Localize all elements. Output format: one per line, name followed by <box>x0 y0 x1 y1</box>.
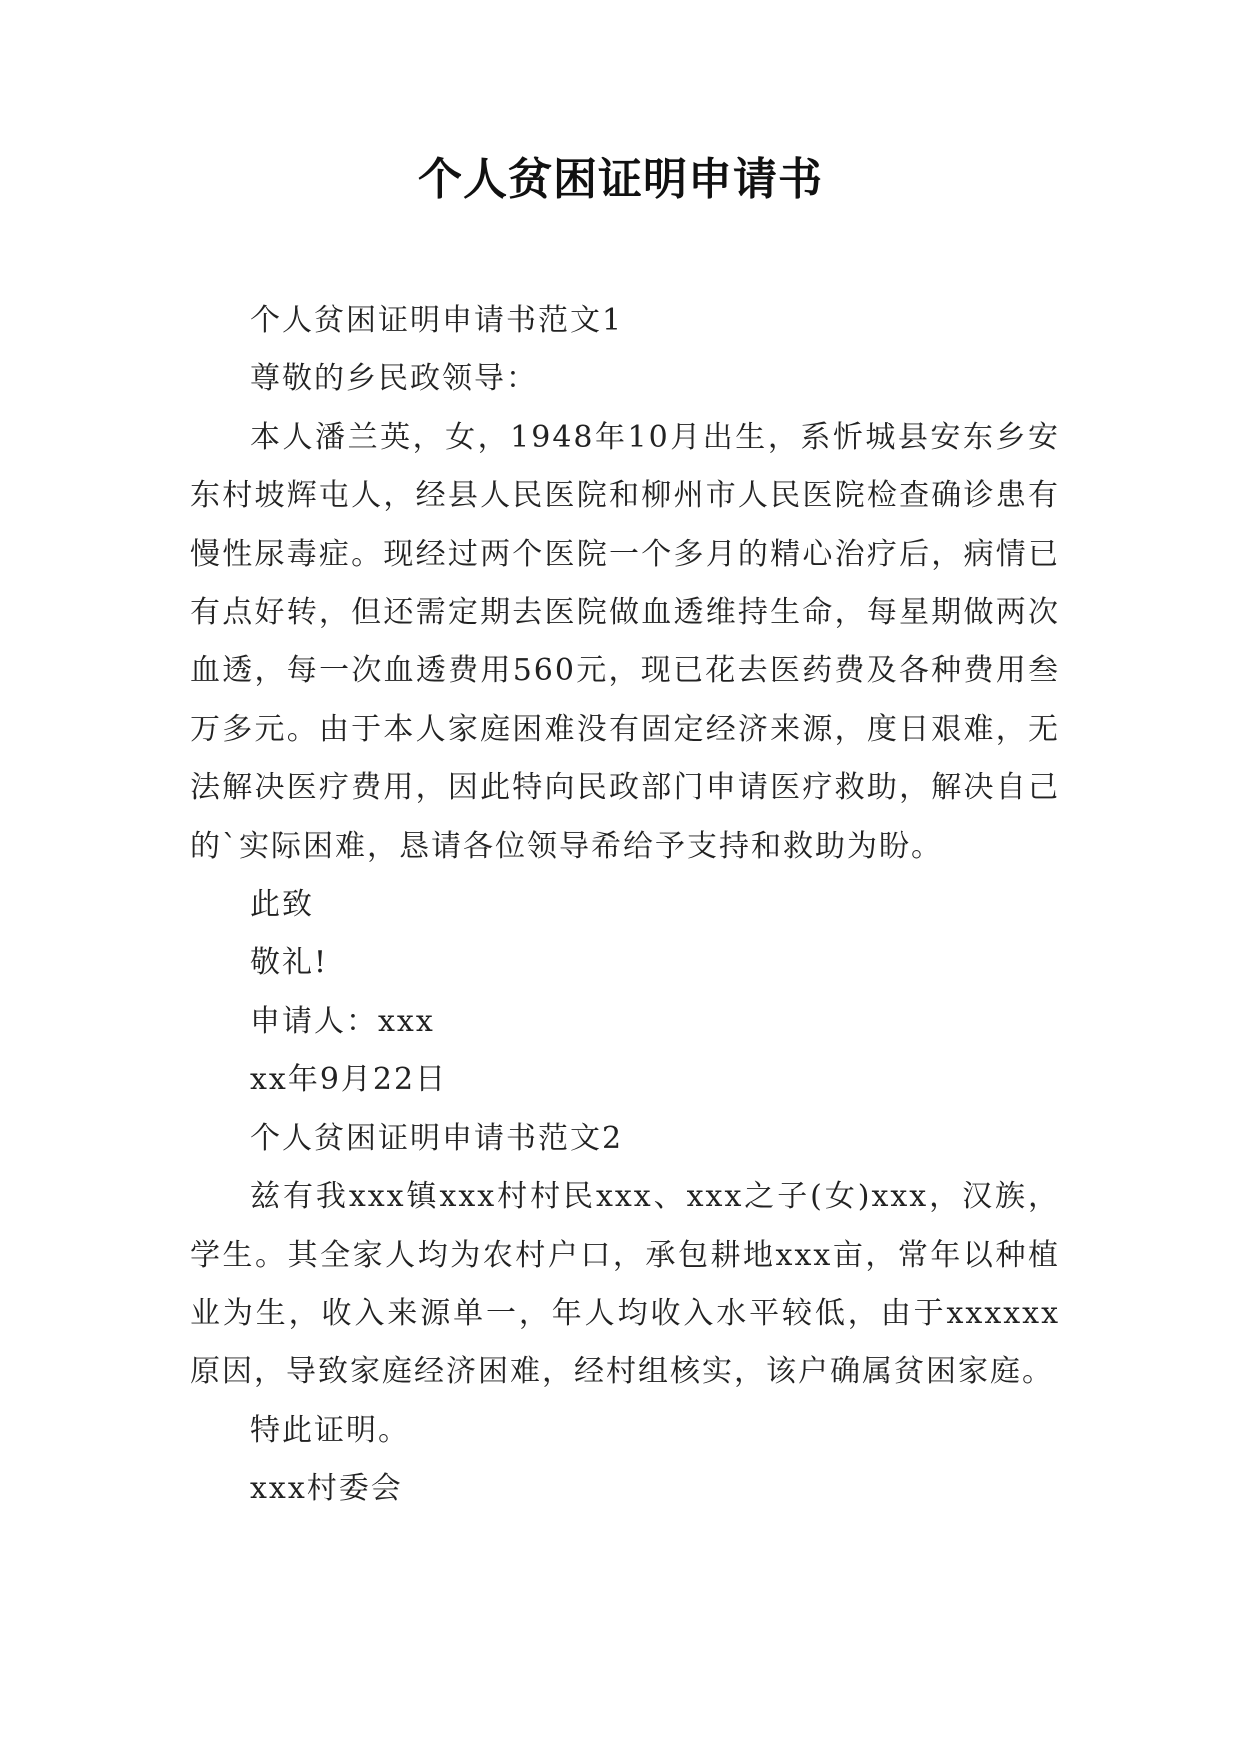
certificate-body: 兹有我xxx镇xxx村村民xxx、xxx之子(女)xxx，汉族，学生。其全家人均为农村户口，承包耕地xxx亩，常年以种植业为生，收入来源单一，年人均收入水平较低，由于xxxxxx原因，导致家庭经济困难，经村组核实，该户确属贫困家庭。 <box>190 1179 1060 1390</box>
issuer-signature: xxx村委会 <box>250 1471 403 1507</box>
application-body: 本人潘兰英，女，1948年10月出生，系忻城县安东乡安东村坡辉屯人，经县人民医院和柳州市人民医院检查确诊患有慢性尿毒症。现经过两个医院一个多月的精心治疗后，病情已有点好转，但还需定期去医院做血透维持生命，每星期做两次血透，每一次血透费用560元，现已花去医药费及各种费用叁万多元。由于本人家庭困难没有固定经济来源，度日艰难，无法解决医疗费用，因此特向民政部门申请医疗救助，解决自己的`实际困难，恳请各位领导希给予支持和救助为盼。 <box>190 419 1060 864</box>
closing-salute: 敬礼! <box>250 945 329 981</box>
sample-heading-1: 个人贫困证明申请书范文1 <box>250 303 624 338</box>
sample-heading-2: 个人贫困证明申请书范文2 <box>250 1120 624 1156</box>
application-date: xx年9月22日 <box>250 1062 448 1098</box>
applicant-signature: 申请人：xxx <box>250 1003 435 1039</box>
document-title: 个人贫困证明申请书 <box>418 154 823 205</box>
certificate-statement: 特此证明。 <box>250 1412 410 1448</box>
closing-line: 此致 <box>250 887 314 923</box>
document-body <box>190 292 1060 1519</box>
salutation: 尊敬的乡民政领导： <box>250 361 538 397</box>
